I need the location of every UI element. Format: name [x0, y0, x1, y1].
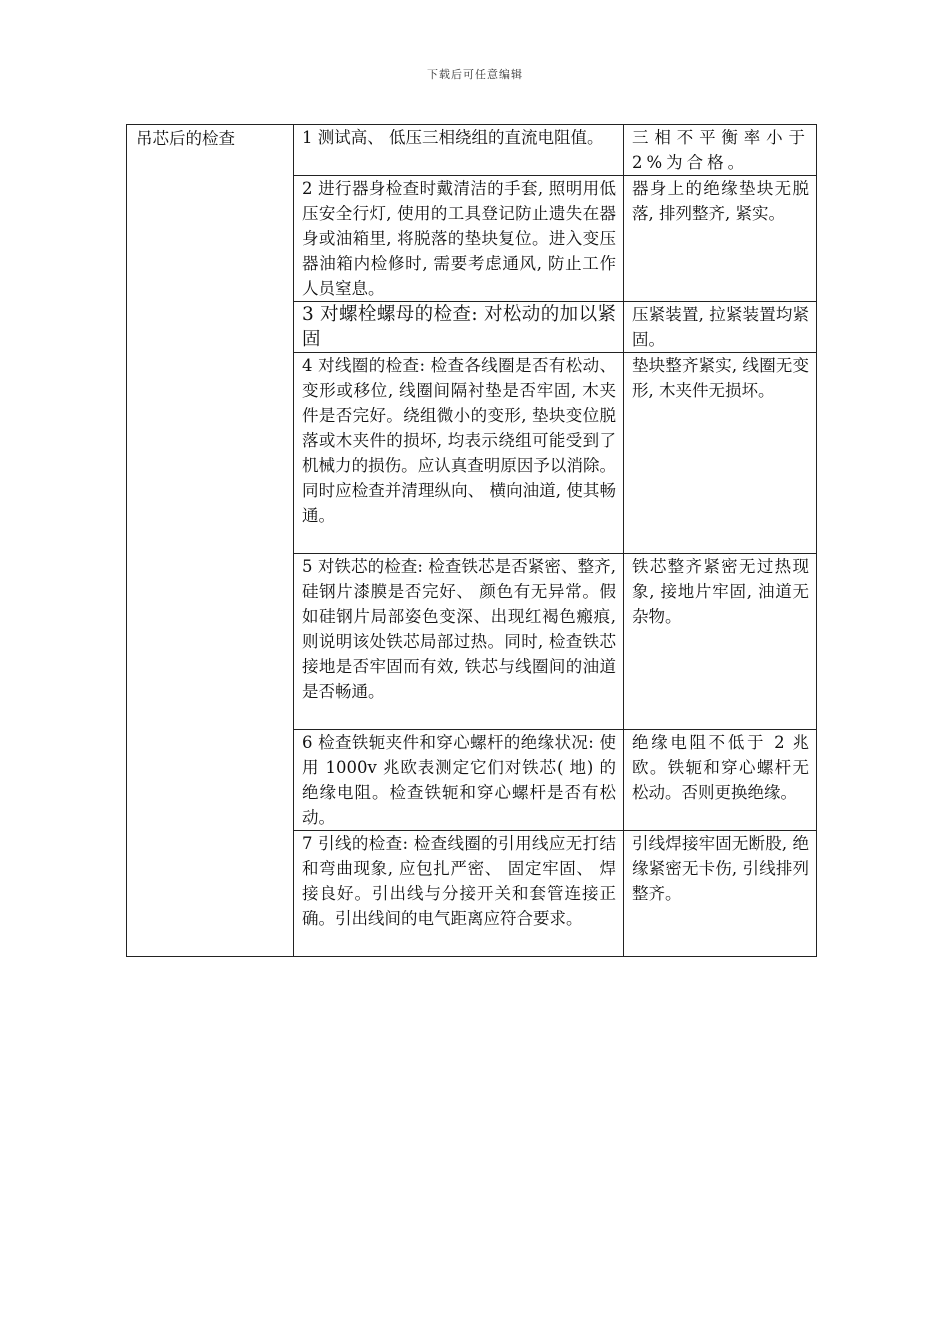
inspection-table: [126, 124, 817, 957]
standard-cell: 三相不平衡率小于2%为合格。: [624, 125, 817, 176]
category-cell: 吊芯后的检查: [127, 125, 294, 957]
item-cell: 1 测试高、 低压三相绕组的直流电阻值。: [294, 125, 624, 176]
item-cell: 6 检查铁轭夹件和穿心螺杆的绝缘状况: 使用 1000v 兆欧表测定它们对铁芯( 地) 的绝缘电阻。检查铁轭和穿心螺杆是否有松动。: [294, 730, 624, 831]
standard-cell: 引线焊接牢固无断股, 绝缘紧密无卡伤, 引线排列整齐。: [624, 831, 817, 957]
standard-cell: 垫块整齐紧实, 线圈无变形, 木夹件无损坏。: [624, 353, 817, 554]
standard-cell: 器身上的绝缘垫块无脱落, 排列整齐, 紧实。: [624, 176, 817, 302]
standard-cell: 压紧装置, 拉紧装置均紧固。: [624, 302, 817, 353]
item-cell: [294, 302, 624, 353]
item-cell: 2 进行器身检查时戴清洁的手套, 照明用低压安全行灯, 使用的工具登记防止遗失在器身或油箱里, 将脱落的垫块复位。进入变压器油箱内检修时, 需要考虑通风, 防止工作人员窒息。: [294, 176, 624, 302]
item-cell: 5 对铁芯的检查: 检查铁芯是否紧密、整齐, 硅钢片漆膜是否完好、 颜色有无异常。假如硅钢片局部姿色变深、出现红褐色瘢痕, 则说明该处铁芯局部过热。同时, 检查铁芯接地是否牢固而有效, 铁芯与线圈间的油道是否畅通。: [294, 554, 624, 730]
item-text: 3 对螺栓螺母的检查: 对松动的加以紧固: [302, 304, 616, 350]
standard-cell: 绝缘电阻不低于 2 兆欧。铁轭和穿心螺杆无松动。否则更换绝缘。: [624, 730, 817, 831]
item-cell: 4 对线圈的检查: 检查各线圈是否有松动、 变形或移位, 线圈间隔衬垫是否牢固, 木夹件是否完好。绕组微小的变形, 垫块变位脱落或木夹件的损坏, 均表示绕组可能受到了机械力的损伤。应认真查明原因予以消除。同时应检查并清理纵向、 横向油道, 使其畅通。: [294, 353, 624, 554]
page-header: 下载后可任意编辑: [427, 68, 523, 81]
item-cell: 7 引线的检查: 检查线圈的引用线应无打结和弯曲现象, 应包扎严密、 固定牢固、 焊接良好。引出线与分接开关和套管连接正确。引出线间的电气距离应符合要求。: [294, 831, 624, 957]
table-row: [127, 125, 817, 176]
standard-cell: 铁芯整齐紧密无过热现象, 接地片牢固, 油道无杂物。: [624, 554, 817, 730]
